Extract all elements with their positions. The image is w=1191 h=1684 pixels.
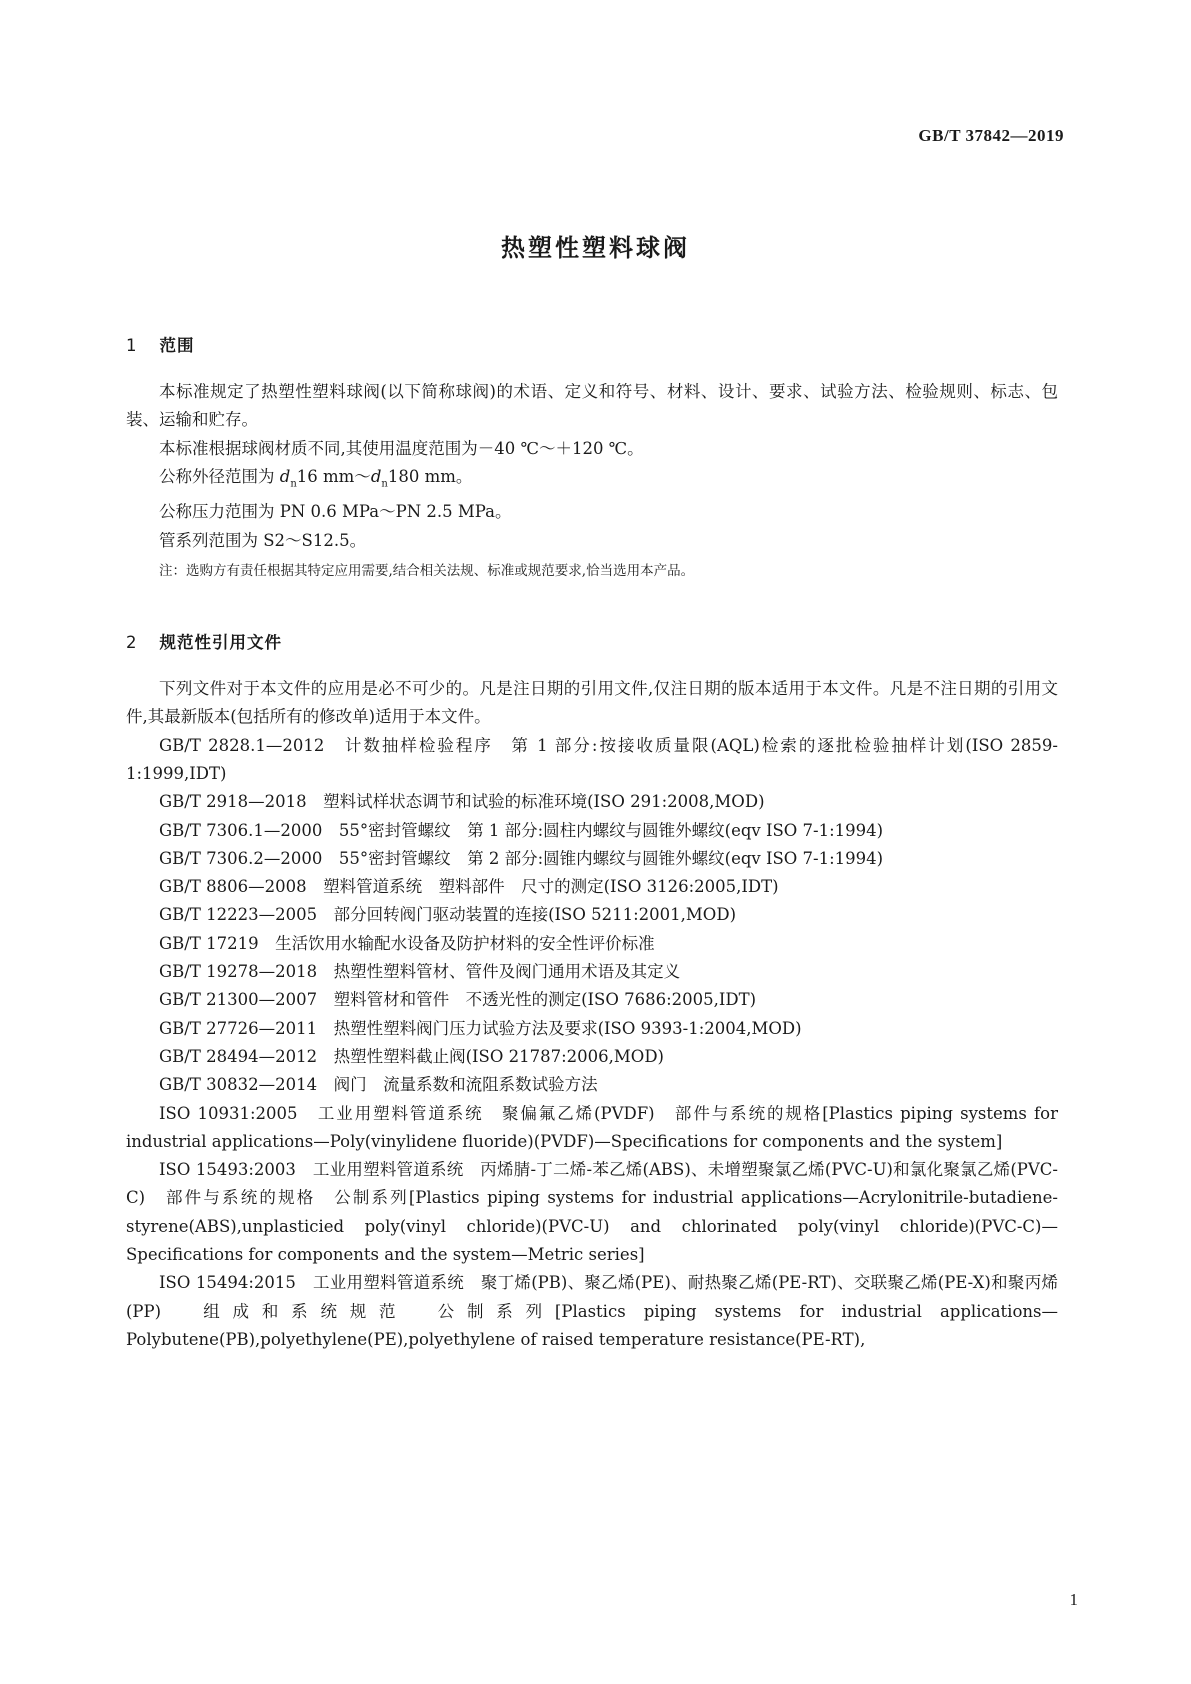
reference-item: GB/T 2828.1—2012 计数抽样检验程序 第 1 部分:按接收质量限(AQL)检索的逐批检验抽样计划(ISO 2859-1:1999,IDT) xyxy=(126,735,1058,783)
reference-item: GB/T 27726—2011 热塑性塑料阀门压力试验方法及要求(ISO 9393-1:2004,MOD) xyxy=(159,1018,802,1038)
reference-item: GB/T 30832—2014 阀门 流量系数和流阻系数试验方法 xyxy=(159,1075,598,1095)
reference-item: GB/T 19278—2018 热塑性塑料管材、管件及阀门通用术语及其定义 xyxy=(159,962,681,982)
references-intro: 下列文件对于本文件的应用是必不可少的。凡是注日期的引用文件,仅注日期的版本适用于本文件。凡是不注日期的引用文件,其最新版本(包括所有的修改单)适用于本文件。 xyxy=(126,679,1058,727)
reference-item: GB/T 7306.1—2000 55°密封管螺纹 第 1 部分:圆柱内螺纹与圆锥外螺纹(eqv ISO 7-1:1994) xyxy=(159,820,884,840)
scope-paragraph-2: 本标准根据球阀材质不同,其使用温度范围为－40 ℃～＋120 ℃。 xyxy=(159,438,644,458)
document-title: 热塑性塑料球阀 xyxy=(501,234,690,262)
page-number: 1 xyxy=(1069,1590,1078,1609)
reference-item: GB/T 12223—2005 部分回转阀门驱动装置的连接(ISO 5211:2001,MOD) xyxy=(159,905,737,925)
section-2-title: 规范性引用文件 xyxy=(159,633,282,653)
section-2-number: 2 xyxy=(126,633,138,653)
reference-item: GB/T 7306.2—2000 55°密封管螺纹 第 2 部分:圆锥内螺纹与圆锥外螺纹(eqv ISO 7-1:1994) xyxy=(159,848,884,868)
document-body xyxy=(126,334,1058,1354)
section-1-heading xyxy=(126,334,1058,358)
symbol-d: d xyxy=(370,466,382,486)
scope-note: 注：选购方有责任根据其特定应用需要,结合相关法规、标准或规范要求,恰当选用本产品。 xyxy=(159,563,695,580)
reference-item: GB/T 17219 生活饮用水输配水设备及防护材料的安全性评价标准 xyxy=(159,933,655,953)
standard-code: GB/T 37842—2019 xyxy=(918,126,1064,145)
reference-item: GB/T 28494—2012 热塑性塑料截止阀(ISO 21787:2006,MOD) xyxy=(159,1046,664,1066)
scope-paragraph-3: 公称外径范围为 $d_n16$ $mm\sim d_n180$ mm。 xyxy=(159,466,473,490)
reference-item: ISO 15493:2003 工业用塑料管道系统 丙烯腈-丁二烯-苯乙烯(ABS)、未增塑聚氯乙烯(PVC-U)和氯化聚氯乙烯(PVC-C) 部件与系统的规格 公制系列[Plastics piping systems for industrial applications—Acrylonitrile-butadiene-styrene(ABS),unplasticied poly(vinyl chloride)(PVC-U) and chlorinated poly(vinyl chloride)(PVC-C)—Specifications for components and the system—Metric series] xyxy=(126,1160,1058,1265)
reference-item: GB/T 21300—2007 塑料管材和管件 不透光性的测定(ISO 7686:2005,IDT) xyxy=(159,990,757,1010)
reference-item: GB/T 2918—2018 塑料试样状态调节和试验的标准环境(ISO 291:2008,MOD) xyxy=(159,792,765,812)
scope-paragraph-1: 本标准规定了热塑性塑料球阀(以下简称球阀)的术语、定义和符号、材料、设计、要求、试验方法、检验规则、标志、包装、运输和贮存。 xyxy=(126,382,1058,430)
symbol-d: d xyxy=(279,466,291,486)
reference-item: ISO 15494:2015 工业用塑料管道系统 聚丁烯(PB)、聚乙烯(PE)、耐热聚乙烯(PE-RT)、交联聚乙烯(PE-X)和聚丙烯(PP) 组成和系统规范 公制系列[Plastics piping systems for industrial applications—Polybutene(PB),polyethylene(PE),polyethylene of raised temperature resistance(PE-RT), xyxy=(126,1273,1058,1349)
scope-paragraph-5: 管系列范围为 S2～S12.5。 xyxy=(159,530,367,550)
section-1-title: 范围 xyxy=(159,336,195,355)
section-1-number: 1 xyxy=(126,336,138,355)
scope-paragraph-4: 公称压力范围为 PN 0.6 MPa～PN 2.5 MPa。 xyxy=(159,502,512,522)
reference-item: GB/T 8806—2008 塑料管道系统 塑料部件 尺寸的测定(ISO 3126:2005,IDT) xyxy=(159,877,779,897)
section-2-heading xyxy=(126,631,1058,655)
reference-item: ISO 10931:2005 工业用塑料管道系统 聚偏氟乙烯(PVDF) 部件与系统的规格[Plastics piping systems for industrial applications—Poly(vinylidene fluoride)(PVDF)—Specifications for components and the system] xyxy=(126,1103,1058,1151)
